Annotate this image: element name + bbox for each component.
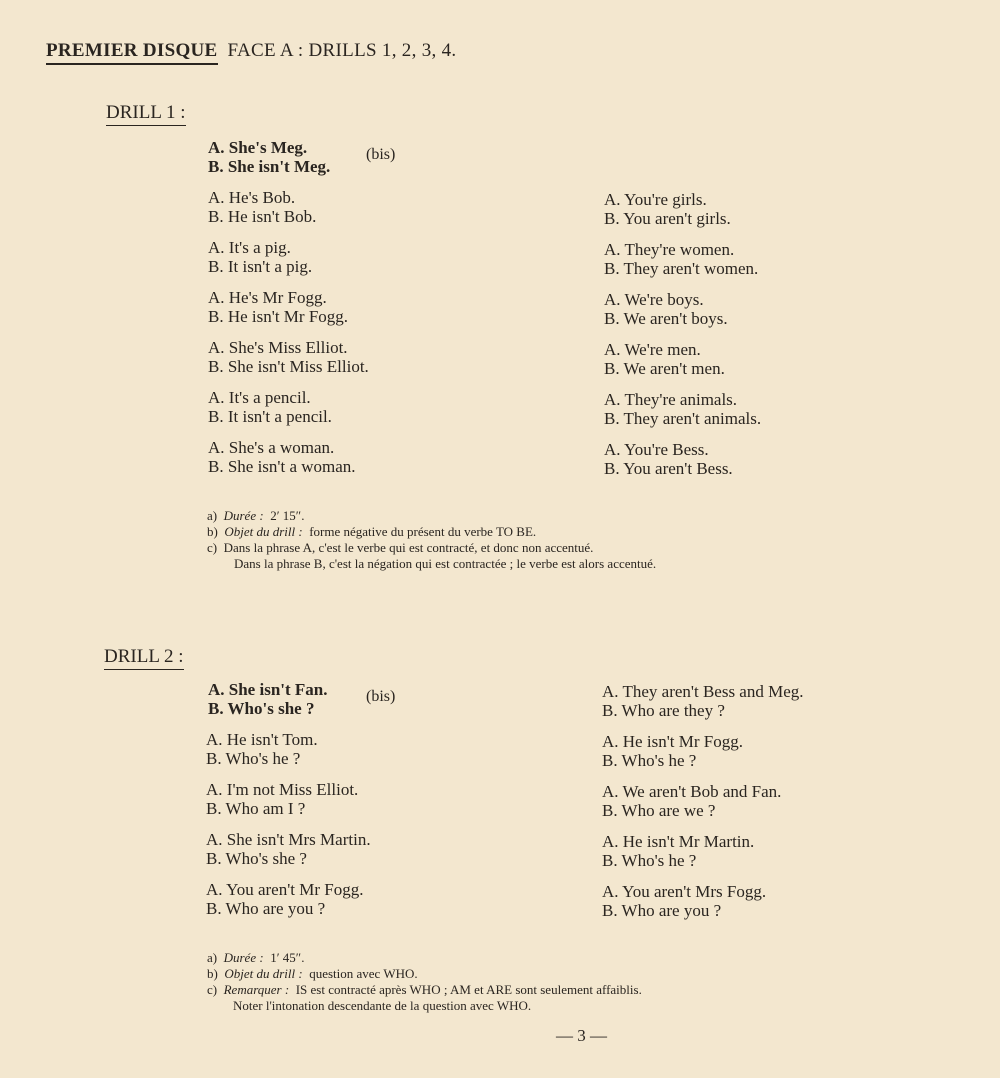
sentence-b: B. Who are we ? bbox=[602, 801, 716, 820]
sentence-a: A. We aren't Bob and Fan. bbox=[602, 782, 782, 801]
sentence-a: A. She's Meg. bbox=[208, 138, 308, 157]
sentence-b: B. It isn't a pencil. bbox=[208, 407, 332, 426]
drill-1-right-pair-5 bbox=[604, 390, 761, 428]
sentence-a: A. He isn't Tom. bbox=[206, 730, 318, 749]
sentence-a: A. They're animals. bbox=[604, 390, 738, 409]
drill-2-left-pair-2 bbox=[206, 730, 318, 768]
sentence-b: B. Who am I ? bbox=[206, 799, 306, 818]
sentence-b: B. They aren't women. bbox=[604, 259, 759, 278]
sentence-b: B. He isn't Bob. bbox=[208, 207, 317, 226]
drill-1-notes bbox=[207, 508, 656, 572]
note-c: c) Remarquer : IS est contracté après WHO ; AM et ARE sont seulement affaiblis. bbox=[207, 982, 642, 997]
sentence-a: A. We're boys. bbox=[604, 290, 704, 309]
sentence-b: B. Who's he ? bbox=[206, 749, 301, 768]
drill-2-left-pair-4 bbox=[206, 830, 371, 868]
sentence-a: A. She isn't Fan. bbox=[208, 680, 328, 699]
note-b: b) Objet du drill : question avec WHO. bbox=[207, 966, 418, 981]
drill-1-left-pair-6 bbox=[208, 388, 332, 426]
sentence-b: B. She isn't a woman. bbox=[208, 457, 356, 476]
note-c-continued: Noter l'intonation descendante de la question avec WHO. bbox=[233, 998, 532, 1013]
drill-2-title: DRILL 2 : bbox=[104, 646, 184, 670]
note-a: a) Durée : 1′ 45″. bbox=[207, 950, 305, 965]
drill-2-right-pair-4 bbox=[602, 832, 754, 870]
sentence-a: A. He isn't Mr Martin. bbox=[602, 832, 755, 851]
note-c: c) Dans la phrase A, c'est le verbe qui est contracté, et donc non accentué. bbox=[207, 540, 594, 555]
drill-2-right-pair-3 bbox=[602, 782, 781, 820]
drill-1-right-pair-6 bbox=[604, 440, 733, 478]
drill-2-bis: (bis) bbox=[366, 688, 396, 705]
sentence-a: A. You're girls. bbox=[604, 190, 707, 209]
header-disque: PREMIER DISQUE bbox=[46, 40, 218, 65]
note-b: b) Objet du drill : forme négative du présent du verbe TO BE. bbox=[207, 524, 537, 539]
sentence-a: A. He isn't Mr Fogg. bbox=[602, 732, 743, 751]
drill-1-right-pair-2 bbox=[604, 240, 758, 278]
sentence-a: A. We're men. bbox=[604, 340, 701, 359]
drill-1-left-pair-1 bbox=[208, 138, 330, 176]
drill-2-notes bbox=[207, 950, 642, 1014]
sentence-b: B. Who's she ? bbox=[206, 849, 307, 868]
sentence-b: B. You aren't girls. bbox=[604, 209, 731, 228]
drill-1-left-pair-3 bbox=[208, 238, 312, 276]
sentence-a: A. You aren't Mrs Fogg. bbox=[602, 882, 767, 901]
sentence-a: A. They're women. bbox=[604, 240, 735, 259]
note-a: a) Durée : 2′ 15″. bbox=[207, 508, 305, 523]
drill-2-left-pair-1 bbox=[208, 680, 328, 718]
sentence-b: B. She isn't Meg. bbox=[208, 157, 331, 176]
drill-1-bis: (bis) bbox=[366, 146, 396, 163]
sentence-b: B. She isn't Miss Elliot. bbox=[208, 357, 369, 376]
drill-1-left-pair-5 bbox=[208, 338, 369, 376]
drill-1-right-pair-3 bbox=[604, 290, 728, 328]
page-number: — 3 — bbox=[556, 1026, 607, 1045]
drill-1-left-pair-2 bbox=[208, 188, 316, 226]
sentence-a: A. I'm not Miss Elliot. bbox=[206, 780, 359, 799]
note-c-continued: Dans la phrase B, c'est la négation qui est contractée ; le verbe est alors accentué. bbox=[234, 556, 657, 571]
sentence-a: A. She's a woman. bbox=[208, 438, 335, 457]
sentence-a: A. It's a pencil. bbox=[208, 388, 311, 407]
sentence-b: B. Who are they ? bbox=[602, 701, 725, 720]
sentence-b: B. You aren't Bess. bbox=[604, 459, 733, 478]
sentence-b: B. It isn't a pig. bbox=[208, 257, 313, 276]
sentence-a: A. He's Mr Fogg. bbox=[208, 288, 327, 307]
drill-1-title: DRILL 1 : bbox=[106, 102, 186, 126]
sentence-b: B. Who's he ? bbox=[602, 851, 697, 870]
sentence-a: A. He's Bob. bbox=[208, 188, 296, 207]
header-face: FACE A : DRILLS 1, 2, 3, 4. bbox=[227, 40, 457, 61]
drill-1-left-pair-7 bbox=[208, 438, 356, 476]
sentence-b: B. We aren't men. bbox=[604, 359, 725, 378]
drill-2-left-pair-5 bbox=[206, 880, 364, 918]
sentence-a: A. You're Bess. bbox=[604, 440, 709, 459]
drill-1-right-pair-1 bbox=[604, 190, 731, 228]
sentence-a: A. It's a pig. bbox=[208, 238, 291, 257]
sentence-a: A. She's Miss Elliot. bbox=[208, 338, 348, 357]
drill-2-right-pair-1 bbox=[602, 682, 804, 720]
sentence-a: A. You aren't Mr Fogg. bbox=[206, 880, 364, 899]
sentence-b: B. He isn't Mr Fogg. bbox=[208, 307, 349, 326]
sentence-b: B. They aren't animals. bbox=[604, 409, 762, 428]
drill-2-right-pair-2 bbox=[602, 732, 743, 770]
drill-2-right-pair-5 bbox=[602, 882, 766, 920]
sentence-b: B. Who's he ? bbox=[602, 751, 697, 770]
sentence-a: A. They aren't Bess and Meg. bbox=[602, 682, 804, 701]
drill-1-right-pair-4 bbox=[604, 340, 725, 378]
sentence-b: B. Who are you ? bbox=[602, 901, 722, 920]
drill-1-left-pair-4 bbox=[208, 288, 348, 326]
sentence-b: B. Who's she ? bbox=[208, 699, 315, 718]
sentence-b: B. We aren't boys. bbox=[604, 309, 728, 328]
drill-2-left-pair-3 bbox=[206, 780, 358, 818]
page-header bbox=[46, 40, 456, 62]
sentence-b: B. Who are you ? bbox=[206, 899, 326, 918]
sentence-a: A. She isn't Mrs Martin. bbox=[206, 830, 371, 849]
